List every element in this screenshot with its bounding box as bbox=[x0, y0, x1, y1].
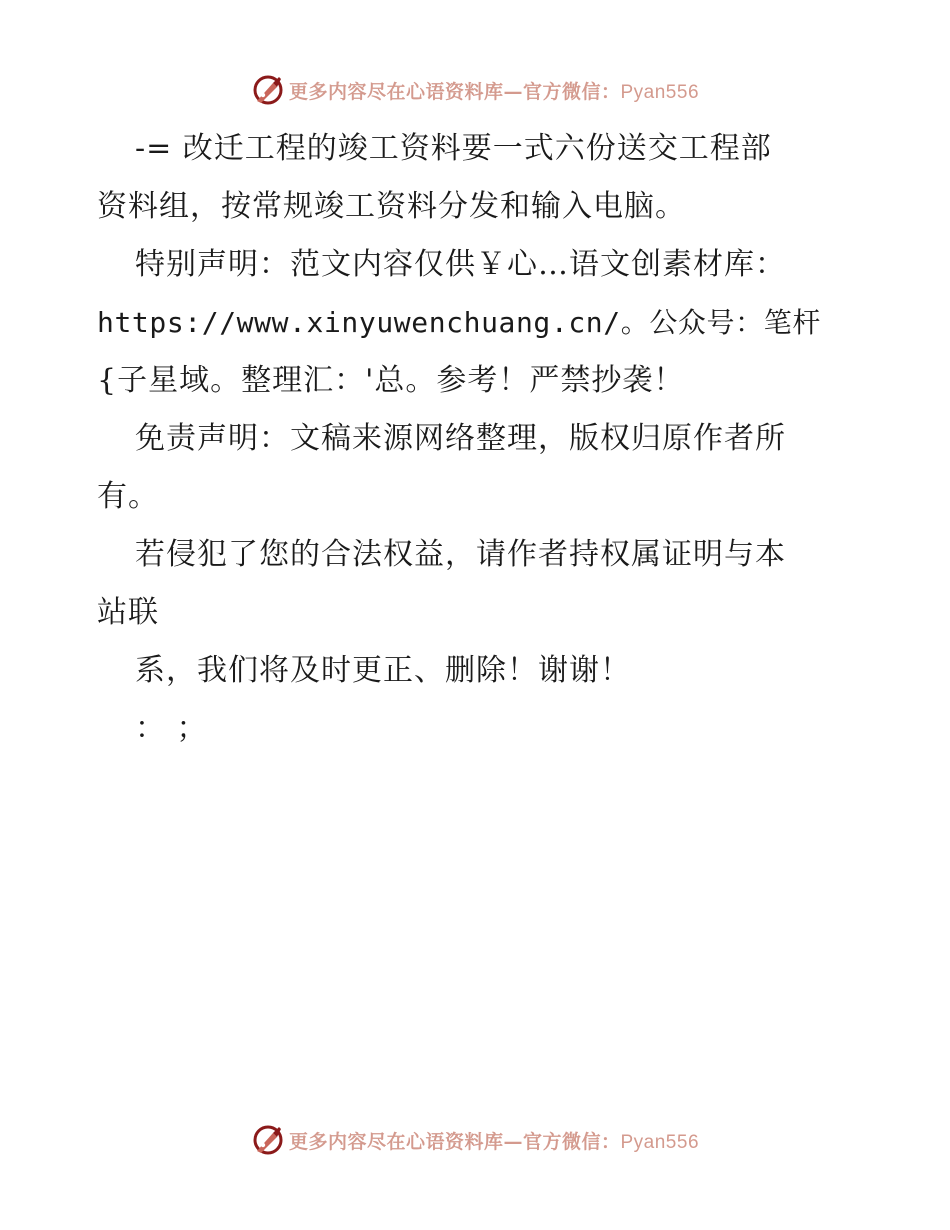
paragraph-line: -= 改迁工程的竣工资料要一式六份送交工程部 bbox=[135, 131, 772, 166]
paragraph-line: 有。 bbox=[97, 479, 159, 514]
footer-banner-inner bbox=[251, 1123, 699, 1157]
paragraph-line: 资料组，按常规竣工资料分发和输入电脑。 bbox=[97, 189, 686, 224]
paragraph-line-url: https://www.xinyuwenchuang.cn/。公众号：笔杆 bbox=[97, 306, 821, 339]
header-banner-inner bbox=[251, 73, 699, 107]
paragraph-line: 若侵犯了您的合法权益，请作者持权属证明与本 bbox=[135, 537, 786, 572]
header-banner-text bbox=[289, 77, 699, 104]
header-banner-label: 更多内容尽在心语资料库—官方微信： bbox=[288, 80, 621, 103]
footer-banner-label: 更多内容尽在心语资料库—官方微信： bbox=[288, 1130, 621, 1153]
paragraph-line: 系，我们将及时更正、删除！谢谢！ bbox=[135, 653, 631, 688]
header-banner bbox=[0, 70, 950, 110]
paragraph-line: 站联 bbox=[97, 595, 159, 630]
header-wechat-id: Pyan556 bbox=[620, 81, 700, 103]
footer-banner bbox=[0, 1120, 950, 1160]
footer-wechat-id: Pyan556 bbox=[620, 1131, 700, 1153]
paragraph-line: 免责声明：文稿来源网络整理，版权归原作者所 bbox=[135, 421, 786, 456]
pen-logo-icon bbox=[251, 1123, 285, 1157]
paragraph-line: ： ； bbox=[135, 711, 208, 746]
paragraph-line: {子星域。整理汇：'总。参考！严禁抄袭！ bbox=[97, 363, 685, 398]
footer-banner-text bbox=[289, 1127, 699, 1154]
document-body bbox=[97, 120, 857, 758]
paragraph-line: 特别声明：范文内容仅供￥心…语文创素材库： bbox=[135, 247, 786, 282]
pen-logo-icon bbox=[251, 73, 285, 107]
